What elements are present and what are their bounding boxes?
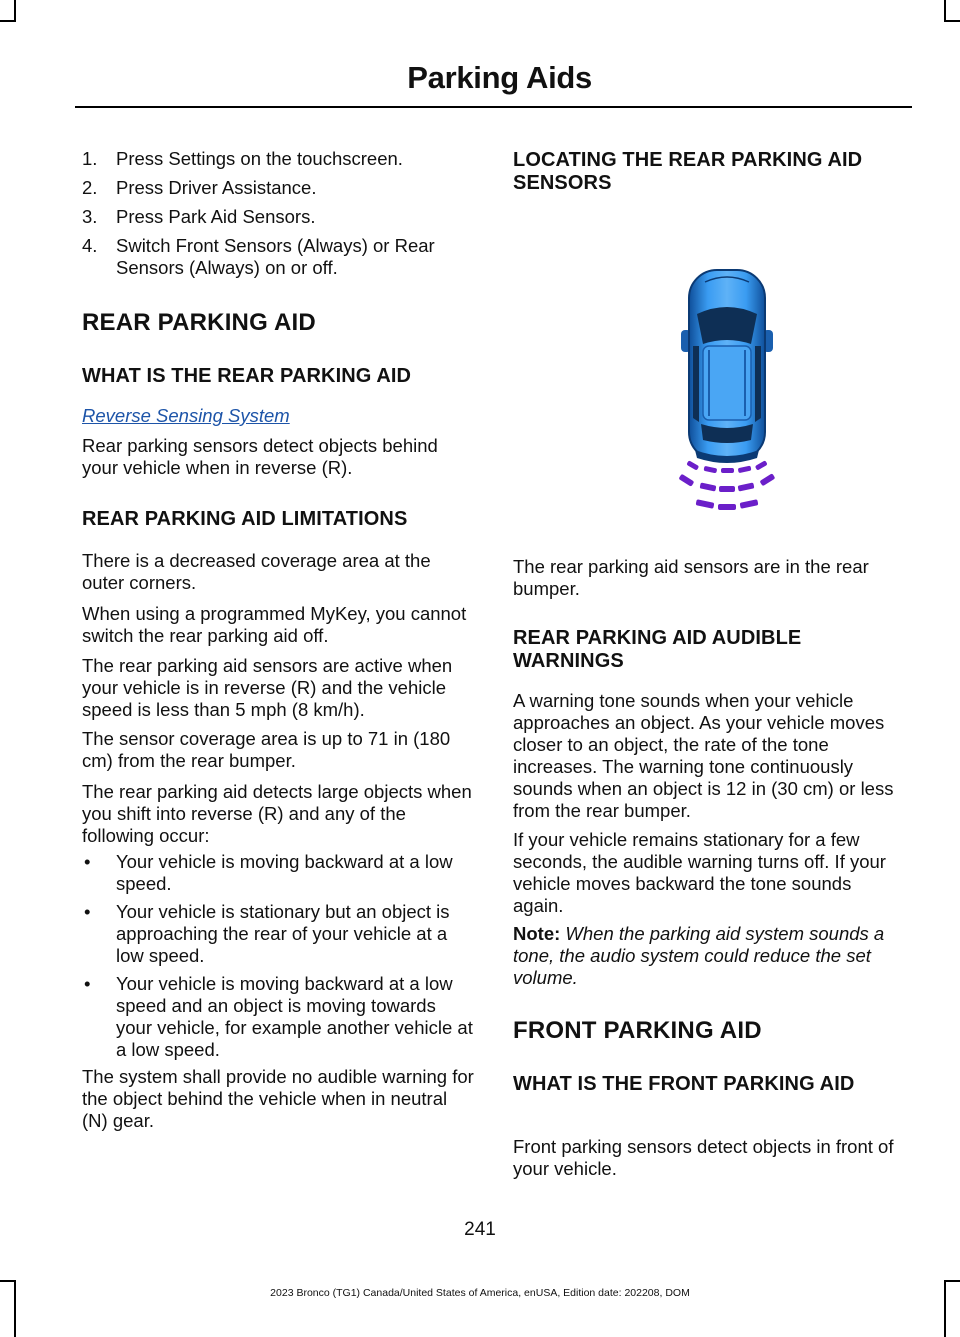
bullet-item [82,973,474,1061]
bullet-text: Your vehicle is moving backward at a low speed and an object is moving towards your vehicle, for example another vehicle at a low speed. [116,973,473,1060]
note-text: When the parking aid system sounds a tone, the audio system could reduce the set volume. [513,923,885,988]
page-number: 241 [464,1219,496,1240]
list-item [82,148,474,170]
subsection-heading: WHAT IS THE FRONT PARKING AID [513,1073,855,1095]
subsection-heading: WHAT IS THE REAR PARKING AID [82,365,412,387]
subsection-heading: REAR PARKING AID AUDIBLE WARNINGS [513,627,802,672]
paragraph: A warning tone sounds when your vehicle approaches an object. As your vehicle moves closer to an object, the rate of the tone increases. The warning tone continuously sounds when an object is 12 in (30 cm) or less from the rear bumper. [513,690,894,821]
list-number: 2. [82,177,98,198]
crop-mark [944,0,946,20]
bullet: • [84,851,91,872]
rear-parking-sensors-illustration [665,262,789,522]
bullet-item [82,851,474,895]
car-top-view-icon [665,262,789,522]
list-text: Press Park Aid Sensors. [116,206,316,227]
crop-mark [944,20,960,22]
subsection-heading: LOCATING THE REAR PARKING AID SENSORS [513,149,863,194]
bullet-text: Your vehicle is stationary but an object is approaching the rear of your vehicle at a low speed. [116,901,450,966]
list-number: 1. [82,148,98,169]
paragraph: The rear parking aid sensors are active when your vehicle is in reverse (R) and the vehicle speed is less than 5 mph (8 km/h). [82,655,453,720]
crop-mark [0,1280,16,1282]
paragraph: There is a decreased coverage area at the outer corners. [82,550,431,593]
crop-mark [14,0,16,20]
paragraph: When using a programmed MyKey, you cannot switch the rear parking aid off. [82,603,467,646]
subsection-heading: REAR PARKING AID LIMITATIONS [82,508,408,530]
list-number: 3. [82,206,98,227]
paragraph: If your vehicle remains stationary for a few seconds, the audible warning turns off. If your vehicle moves backward the tone sounds again. [513,829,886,916]
bullet: • [84,901,91,922]
paragraph: Front parking sensors detect objects in front of your vehicle. [513,1136,894,1179]
list-number: 4. [82,235,98,256]
list-item [82,235,474,279]
figure-caption: The rear parking aid sensors are in the rear bumper. [513,556,869,599]
list-text: Switch Front Sensors (Always) or Rear Sensors (Always) on or off. [116,235,435,278]
list-item [82,206,474,228]
bullet-item [82,901,474,967]
paragraph: The sensor coverage area is up to 71 in (180 cm) from the rear bumper. [82,728,451,771]
list-text: Press Driver Assistance. [116,177,317,198]
reverse-sensing-system-link[interactable]: Reverse Sensing System [82,405,290,426]
note [513,923,905,989]
crop-mark [0,20,16,22]
list-item [82,177,474,199]
bullet-text: Your vehicle is moving backward at a low speed. [116,851,453,894]
bullet: • [84,973,91,994]
note-label: Note: [513,923,561,944]
header-divider [75,106,912,108]
paragraph: Rear parking sensors detect objects behind your vehicle when in reverse (R). [82,435,438,478]
list-text: Press Settings on the touchscreen. [116,148,403,169]
page-title: Parking Aids [407,60,592,95]
footer-edition-info: 2023 Bronco (TG1) Canada/United States of America, enUSA, Edition date: 202208, DOM [270,1287,690,1299]
section-heading: REAR PARKING AID [82,309,316,336]
cross-reference-link-wrap [82,405,474,427]
paragraph: The rear parking aid detects large objects when you shift into reverse (R) and any of the following occur: [82,781,472,846]
paragraph: The system shall provide no audible warning for the object behind the vehicle when in neutral (N) gear. [82,1066,474,1131]
section-heading: FRONT PARKING AID [513,1017,762,1044]
crop-mark [944,1280,960,1282]
